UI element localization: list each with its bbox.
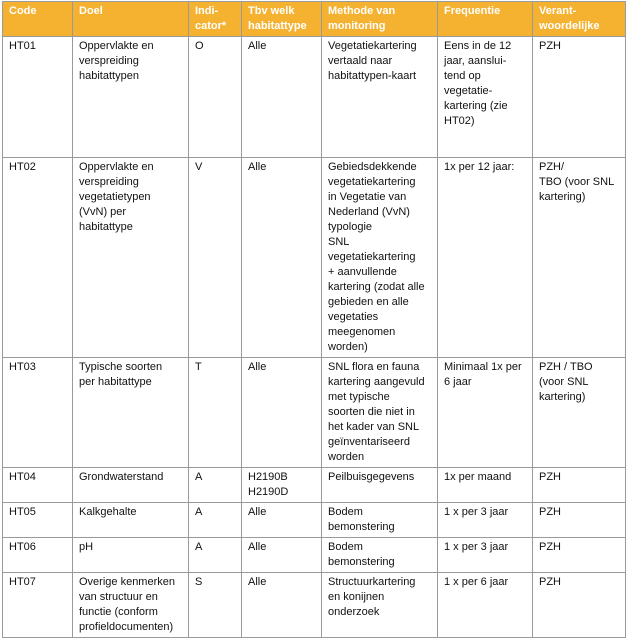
- header-verantwoordelijke: Verant- woordelijke: [533, 2, 626, 37]
- cell-code: HT01: [3, 37, 73, 158]
- cell-code: HT07: [3, 573, 73, 638]
- header-indicator: Indi- cator*: [189, 2, 242, 37]
- cell-doel: Typische soorten per habitattype: [73, 358, 189, 468]
- header-frequentie: Frequentie: [438, 2, 533, 37]
- cell-doel: Grondwaterstand: [73, 468, 189, 503]
- cell-methode: Vegetatiekartering vertaald naar habitattypen-kaart: [322, 37, 438, 158]
- cell-habitattype: Alle: [242, 158, 322, 358]
- cell-verantwoordelijke: PZH: [533, 503, 626, 538]
- cell-methode: Peilbuisgegevens: [322, 468, 438, 503]
- cell-frequentie: 1x per maand: [438, 468, 533, 503]
- cell-verantwoordelijke: PZH: [533, 468, 626, 503]
- cell-doel: Oppervlakte en verspreiding vegetatietypen (VvN) per habitattype: [73, 158, 189, 358]
- monitoring-table: [2, 1, 626, 638]
- cell-indicator: S: [189, 573, 242, 638]
- table-row: [3, 158, 626, 358]
- cell-verantwoordelijke: PZH: [533, 573, 626, 638]
- cell-frequentie: 1x per 12 jaar:: [438, 158, 533, 358]
- cell-methode: Structuurkartering en konijnen onderzoek: [322, 573, 438, 638]
- cell-indicator: T: [189, 358, 242, 468]
- cell-verantwoordelijke: PZH/ TBO (voor SNL kartering): [533, 158, 626, 358]
- cell-habitattype: H2190B H2190D: [242, 468, 322, 503]
- cell-frequentie: Minimaal 1x per 6 jaar: [438, 358, 533, 468]
- table-header-row: [3, 2, 626, 37]
- header-doel: Doel: [73, 2, 189, 37]
- cell-methode: Bodem bemonstering: [322, 538, 438, 573]
- cell-habitattype: Alle: [242, 503, 322, 538]
- cell-verantwoordelijke: PZH / TBO (voor SNL kartering): [533, 358, 626, 468]
- cell-doel: Oppervlakte en verspreiding habitattypen: [73, 37, 189, 158]
- cell-code: HT03: [3, 358, 73, 468]
- table-row: [3, 503, 626, 538]
- table-row: [3, 573, 626, 638]
- cell-methode: Gebiedsdekkende vegetatiekartering in Vegetatie van Nederland (VvN) typologie SNL vegetatiekartering + aanvullende kartering (zodat alle gebieden en alle vegetaties meegenomen worden): [322, 158, 438, 358]
- cell-indicator: A: [189, 468, 242, 503]
- header-habitattype: Tbv welk habitattype: [242, 2, 322, 37]
- cell-code: HT06: [3, 538, 73, 573]
- cell-doel: Kalkgehalte: [73, 503, 189, 538]
- cell-verantwoordelijke: PZH: [533, 37, 626, 158]
- cell-habitattype: Alle: [242, 37, 322, 158]
- cell-code: HT02: [3, 158, 73, 358]
- cell-indicator: A: [189, 503, 242, 538]
- cell-doel: Overige kenmerken van structuur en functie (conform profieldocumenten): [73, 573, 189, 638]
- cell-habitattype: Alle: [242, 573, 322, 638]
- cell-frequentie: 1 x per 3 jaar: [438, 503, 533, 538]
- header-methode: Methode van monitoring: [322, 2, 438, 37]
- table-row: [3, 538, 626, 573]
- cell-habitattype: Alle: [242, 358, 322, 468]
- table-row: [3, 468, 626, 503]
- cell-frequentie: Eens in de 12 jaar, aanslui- tend op vegetatie- kartering (zie HT02): [438, 37, 533, 158]
- cell-methode: Bodem bemonstering: [322, 503, 438, 538]
- header-code: Code: [3, 2, 73, 37]
- cell-verantwoordelijke: PZH: [533, 538, 626, 573]
- cell-code: HT05: [3, 503, 73, 538]
- cell-indicator: V: [189, 158, 242, 358]
- cell-frequentie: 1 x per 6 jaar: [438, 573, 533, 638]
- cell-frequentie: 1 x per 3 jaar: [438, 538, 533, 573]
- table-row: [3, 358, 626, 468]
- cell-indicator: A: [189, 538, 242, 573]
- cell-indicator: O: [189, 37, 242, 158]
- cell-code: HT04: [3, 468, 73, 503]
- cell-doel: pH: [73, 538, 189, 573]
- table-row: [3, 37, 626, 158]
- cell-habitattype: Alle: [242, 538, 322, 573]
- cell-methode: SNL flora en fauna kartering aangevuld met typische soorten die niet in het kader van SNL geïnventariseerd worden: [322, 358, 438, 468]
